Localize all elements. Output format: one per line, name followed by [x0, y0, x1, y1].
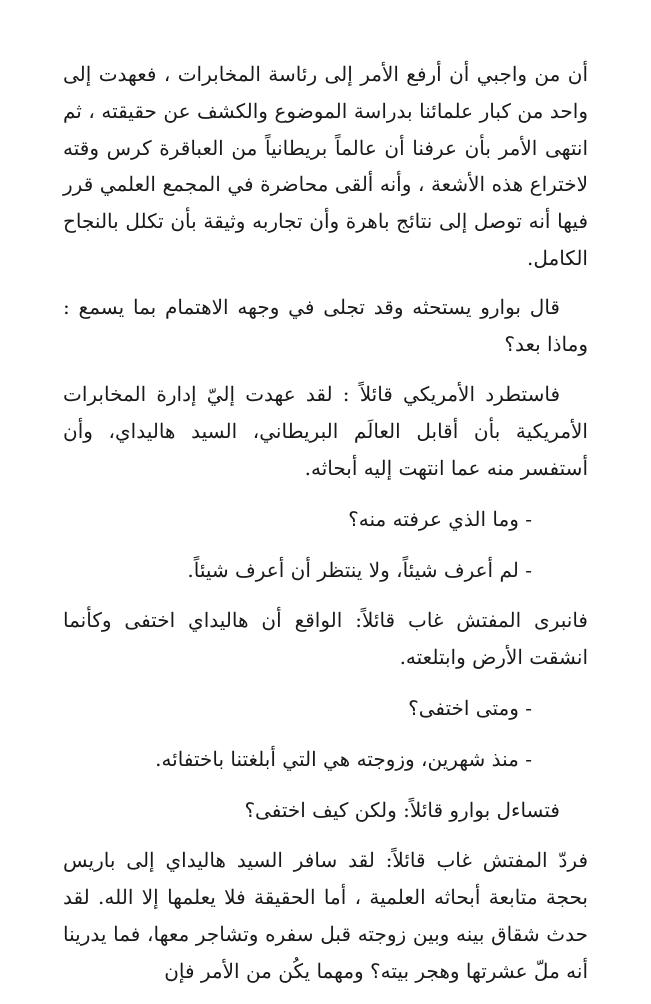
dialogue-line-when-disappeared: - ومتى اختفى؟ [408, 695, 532, 720]
dialogue-line-learned-nothing: - لم أعرف شيئاً، ولا ينتظر أن أعرف شيئاً. [187, 557, 532, 582]
paragraph-american-continues: فاستطرد الأمريكي قائلاً : لقد عهدت إليّ إدارة المخابرات الأمريكية بأن أقابل العالَم البريطاني، السيد هاليداي، وأن أستفسر منه عما انتهت إليه أبحاثه. [63, 382, 588, 480]
dialogue-line-two-months: - منذ شهرين، وزوجته هي التي أبلغتنا باختفائه. [155, 746, 532, 771]
paragraph-poirot-how: فتساءل بوارو قائلاً: ولكن كيف اختفى؟ [244, 797, 560, 822]
dialogue-line-what-learned: - وما الذي عرفته منه؟ [348, 506, 532, 531]
paragraph-inspector-disappearance: فانبرى المفتش غاب قائلاً: الواقع أن هاليداي اختفى وكأنما انشقت الأرض وابتلعته. [63, 608, 588, 670]
paragraph-poirot-asks: قال بوارو يستحثه وقد تجلى في وجهه الاهتمام بما يسمع : وماذا بعد؟ [63, 294, 588, 356]
book-page [63, 56, 588, 1004]
paragraph-inspector-paris: فردّ المفتش غاب قائلاً: لقد سافر السيد هاليداي إلى باريس بحجة متابعة أبحاثه العلمية ، أما الحقيقة فلا يعلمها إلا الله. لقد حدث شقاق بينه وبين زوجته قبل سفره وتشاجر معها، فما يدرينا أنه ملّ عشرتها وهجر بيته؟ ومهما يكُن من الأمر فإن [63, 848, 588, 983]
paragraph-report-to-intelligence: أن من واجبي أن أرفع الأمر إلى رئاسة المخابرات ، فعهدت إلى واحد من كبار علمائنا بدراسة الموضوع والكشف عن حقيقته ، ثم انتهى الأمر بأن عرفنا أن عالماً بريطانياً من العباقرة كرس وقته لاختراع هذه الأشعة ، وأنه ألقى محاضرة في المجمع العلمي قرر فيها أنه توصل إلى نتائج باهرة وأن تجاربه وثيقة بأن تكلل بالنجاح الكامل. [63, 62, 588, 270]
